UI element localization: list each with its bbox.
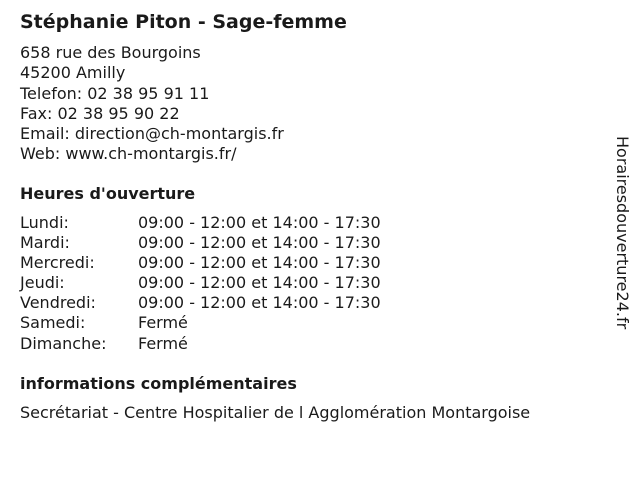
- website-url: Web: www.ch-montargis.fr/: [20, 144, 237, 164]
- additional-info-heading: informations complémentaires: [20, 374, 297, 393]
- day-label: Lundi:: [20, 213, 69, 232]
- hours-row-sunday: [20, 334, 381, 354]
- address-street: 658 rue des Bourgoins: [20, 43, 201, 62]
- day-hours: Fermé: [138, 313, 188, 333]
- day-hours: 09:00 - 12:00 et 14:00 - 17:30: [138, 213, 381, 232]
- day-label: Vendredi:: [20, 293, 96, 313]
- hours-row-thursday: [20, 273, 381, 293]
- additional-info-text: Secrétariat - Centre Hospitalier de l Agglomération Montargoise: [20, 403, 531, 422]
- hours-row-saturday: [20, 313, 381, 333]
- site-watermark: Horairesdouverture24.fr: [613, 136, 632, 330]
- email-address: Email: direction@ch-montargis.fr: [20, 124, 284, 144]
- day-hours: 09:00 - 12:00 et 14:00 - 17:30: [138, 233, 381, 253]
- day-label: Mercredi:: [20, 253, 95, 273]
- opening-hours-heading: Heures d'ouverture: [20, 184, 196, 203]
- opening-hours-table: [20, 213, 381, 354]
- day-label: Mardi:: [20, 233, 70, 253]
- hours-row-friday: [20, 293, 381, 313]
- address-city: 45200 Amilly: [20, 63, 126, 83]
- day-label: Samedi:: [20, 313, 86, 333]
- page-title: Stéphanie Piton - Sage-femme: [20, 11, 347, 33]
- day-hours: 09:00 - 12:00 et 14:00 - 17:30: [138, 293, 381, 313]
- contact-block: [20, 43, 284, 165]
- hours-row-tuesday: [20, 233, 381, 253]
- fax-number: Fax: 02 38 95 90 22: [20, 103, 180, 123]
- day-label: Jeudi:: [20, 273, 65, 293]
- day-label: Dimanche:: [20, 333, 107, 353]
- phone-number: Telefon: 02 38 95 91 11: [20, 83, 210, 103]
- day-hours: 09:00 - 12:00 et 14:00 - 17:30: [138, 273, 381, 293]
- day-hours: Fermé: [138, 333, 188, 353]
- day-hours: 09:00 - 12:00 et 14:00 - 17:30: [138, 253, 381, 273]
- hours-row-wednesday: [20, 253, 381, 273]
- hours-row-monday: [20, 213, 381, 233]
